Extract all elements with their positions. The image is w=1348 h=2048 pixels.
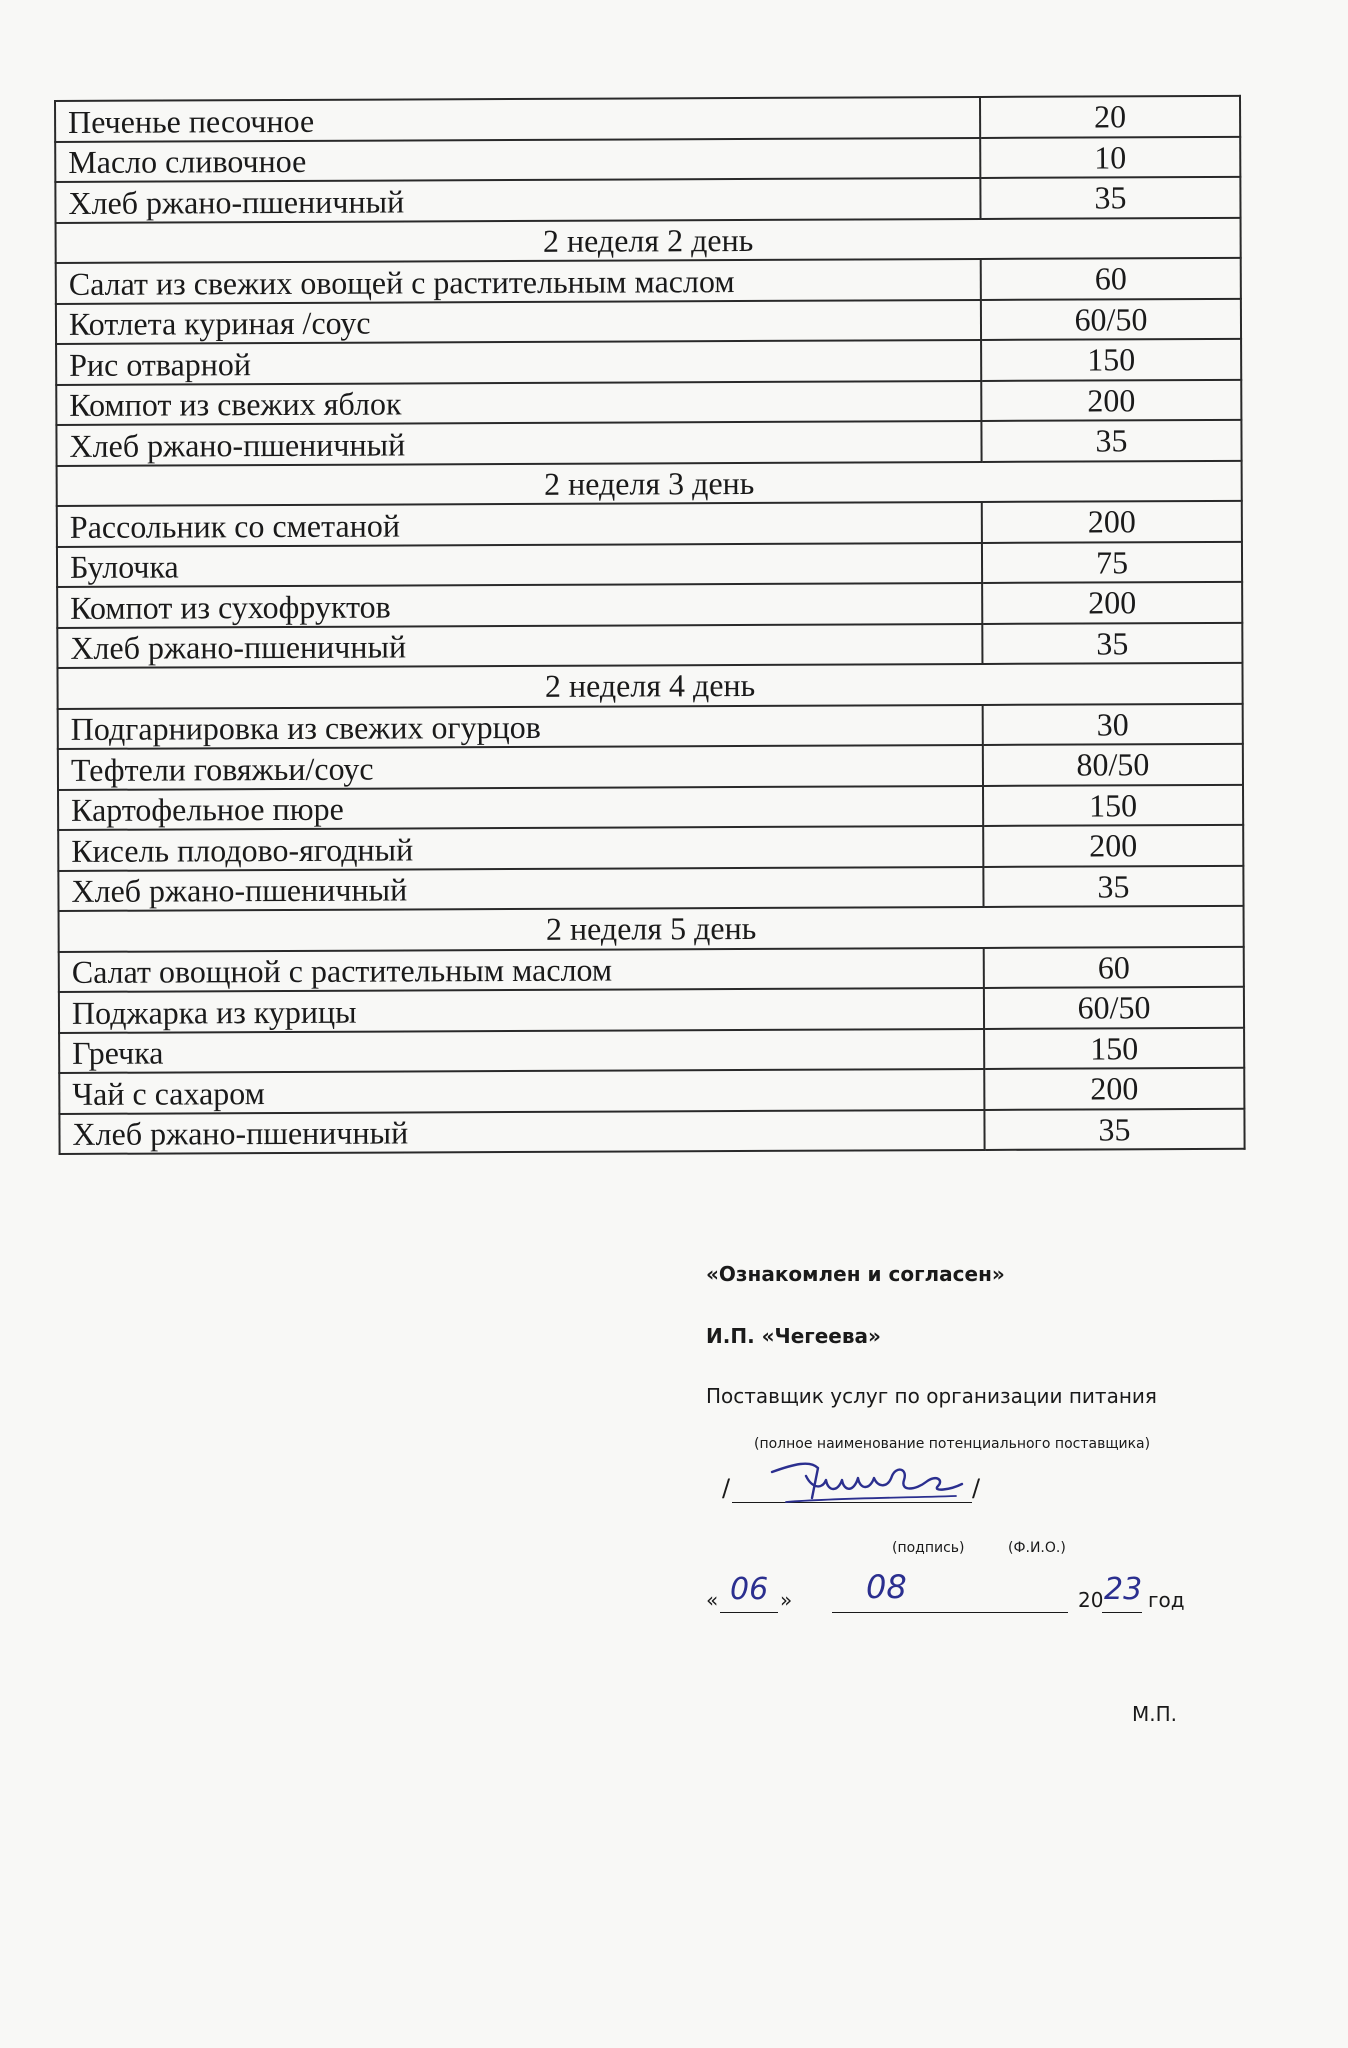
company-name: И.П. «Чегеева» [706, 1324, 881, 1348]
signature-slash-right: / [972, 1474, 981, 1502]
menu-item-row [55, 177, 1240, 223]
menu-table [54, 95, 1246, 1155]
dish-name-cell: Хлеб ржано-пшеничный [59, 1109, 984, 1154]
dish-name-cell: Чай с сахаром [59, 1069, 984, 1114]
dish-quantity-cell: 60 [981, 258, 1241, 300]
signature-hint: (подпись) [892, 1540, 965, 1556]
year-suffix-handwritten: 23 [1104, 1572, 1143, 1607]
year-word: год [1148, 1588, 1185, 1612]
dish-name-cell: Печенье песочное [55, 97, 980, 142]
menu-item-row [59, 946, 1244, 992]
menu-item-row [59, 1108, 1244, 1154]
agreed-label: «Ознакомлен и согласен» [706, 1262, 1005, 1286]
dish-name-cell: Компот из сухофруктов [57, 583, 982, 628]
signature-slash-left: / [722, 1474, 731, 1502]
year-prefix: 20 [1078, 1588, 1104, 1612]
dish-name-cell: Хлеб ржано-пшеничный [56, 421, 981, 466]
day-header-row [57, 663, 1242, 709]
supplier-description: Поставщик услуг по организации питания [706, 1384, 1157, 1408]
menu-item-row [56, 379, 1241, 425]
dish-quantity-cell: 200 [984, 1068, 1244, 1110]
menu-item-row [56, 339, 1241, 385]
dish-quantity-cell: 35 [982, 622, 1242, 664]
dish-quantity-cell: 35 [984, 1108, 1244, 1150]
date-open-quote: « [706, 1588, 719, 1612]
dish-name-cell: Булочка [57, 542, 982, 587]
dish-name-cell: Рассольник со сметаной [57, 502, 982, 547]
year-line [1102, 1612, 1142, 1613]
dish-quantity-cell: 200 [983, 825, 1243, 867]
day-header-row [57, 460, 1242, 506]
dish-name-cell: Кисель плодово-ягодный [58, 826, 983, 871]
dish-quantity-cell: 35 [981, 420, 1241, 462]
menu-item-row [56, 298, 1241, 344]
dish-name-cell: Подгарнировка из свежих огурцов [58, 704, 983, 749]
dish-quantity-cell: 150 [984, 1027, 1244, 1069]
day-header-label: 2 неделя 2 день [56, 217, 1241, 263]
menu-item-row [57, 622, 1242, 668]
date-day-line [720, 1612, 778, 1613]
handwritten-signature [766, 1458, 966, 1508]
menu-item-row [56, 420, 1241, 466]
dish-quantity-cell: 35 [980, 177, 1240, 219]
dish-quantity-cell: 60/50 [981, 298, 1241, 340]
fio-hint: (Ф.И.О.) [1008, 1540, 1066, 1556]
dish-quantity-cell: 150 [983, 784, 1243, 826]
day-header-label: 2 неделя 4 день [57, 663, 1242, 709]
dish-quantity-cell: 200 [981, 379, 1241, 421]
dish-name-cell: Компот из свежих яблок [56, 380, 981, 425]
dish-name-cell: Гречка [59, 1028, 984, 1073]
menu-item-row [57, 582, 1242, 628]
day-header-row [56, 217, 1241, 263]
day-header-label: 2 неделя 5 день [59, 906, 1244, 952]
menu-item-row [59, 1027, 1244, 1073]
dish-quantity-cell: 200 [982, 582, 1242, 624]
dish-name-cell: Масло сливочное [55, 137, 980, 182]
stamp-place-label: М.П. [1132, 1702, 1178, 1726]
menu-item-row [55, 96, 1240, 142]
full-name-hint: (полное наименование потенциального поставщика) [754, 1436, 1151, 1452]
dish-quantity-cell: 80/50 [983, 744, 1243, 786]
dish-quantity-cell: 75 [982, 541, 1242, 583]
dish-name-cell: Поджарка из курицы [59, 988, 984, 1033]
dish-quantity-cell: 60 [984, 946, 1244, 988]
menu-item-row [57, 501, 1242, 547]
date-month-handwritten: 08 [866, 1568, 907, 1606]
menu-table-body [55, 96, 1245, 1154]
menu-item-row [58, 825, 1243, 871]
dish-name-cell: Хлеб ржано-пшеничный [55, 178, 980, 223]
dish-name-cell: Хлеб ржано-пшеничный [57, 623, 982, 668]
menu-item-row [58, 744, 1243, 790]
menu-item-row [58, 784, 1243, 830]
dish-quantity-cell: 20 [980, 96, 1240, 138]
date-month-line [832, 1612, 1068, 1613]
dish-quantity-cell: 150 [981, 339, 1241, 381]
menu-item-row [59, 1068, 1244, 1114]
menu-item-row [56, 258, 1241, 304]
dish-name-cell: Салат из свежих овощей с растительным маслом [56, 259, 981, 304]
menu-item-row [58, 865, 1243, 911]
dish-name-cell: Рис отварной [56, 340, 981, 385]
menu-item-row [59, 987, 1244, 1033]
dish-quantity-cell: 30 [983, 703, 1243, 745]
menu-item-row [58, 703, 1243, 749]
day-header-label: 2 неделя 3 день [57, 460, 1242, 506]
menu-item-row [55, 136, 1240, 182]
date-close-quote: » [780, 1588, 793, 1612]
dish-name-cell: Котлета куриная /соус [56, 299, 981, 344]
dish-name-cell: Салат овощной с растительным маслом [59, 947, 984, 992]
dish-name-cell: Тефтели говяжьи/соус [58, 745, 983, 790]
dish-name-cell: Хлеб ржано-пшеничный [58, 866, 983, 911]
dish-name-cell: Картофельное пюре [58, 785, 983, 830]
menu-item-row [57, 541, 1242, 587]
dish-quantity-cell: 200 [982, 501, 1242, 543]
day-header-row [59, 906, 1244, 952]
date-day-handwritten: 06 [730, 1572, 769, 1607]
dish-quantity-cell: 60/50 [984, 987, 1244, 1029]
dish-quantity-cell: 10 [980, 136, 1240, 178]
dish-quantity-cell: 35 [983, 865, 1243, 907]
